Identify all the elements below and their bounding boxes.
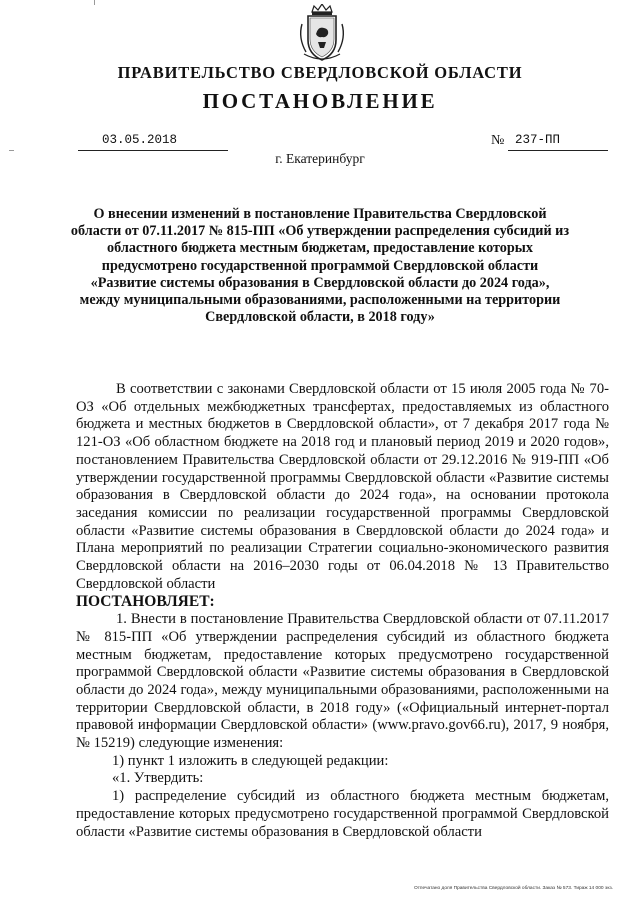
quote-line-2: 1) распределение субсидий из областного бюджета местным бюджетам, предоставление которых предусмотрено государственной программой Свердловской области «Развитие системы образования в Свердловской области: [76, 788, 609, 840]
resolves-heading: ПОСТАНОВЛЯЕТ:: [76, 593, 215, 611]
document-body: [76, 381, 609, 841]
sub-item-1: 1) пункт 1 изложить в следующей редакции:: [112, 752, 389, 769]
coat-of-arms-emblem: [296, 4, 348, 62]
document-date: 03.05.2018: [102, 133, 178, 147]
city: г. Екатеринбург: [275, 151, 365, 166]
government-name: ПРАВИТЕЛЬСТВО СВЕРДЛОВСКОЙ ОБЛАСТИ: [117, 63, 523, 82]
intro-paragraph: В соответствии с законами Свердловской области от 15 июля 2005 года № 70-ОЗ «Об отдельных межбюджетных трансфертах, предоставляемых из областного бюджета и местных бюджетов в Свердловской области», от 7 декабря 2017 года № 121-ОЗ «Об областном бюджете на 2018 год и плановый период 2019 и 2020 годов», постановлением Правительства Свердловской области от 29.12.2016 № 919-ПП «Об утверждении государственной программы Свердловской области «Развитие системы образования в Свердловской области до 2024 года», на основании протокола заседания комиссии по реализации государственной программы Свердловской области «Развитие системы образования в Свердловской области до 2024 года» и Плана мероприятий по реализации Стратегии социально-экономического развития Свердловской области на 2016–2030 годы от 06.04.2018 № 13 Правительство Свердловской области: [76, 381, 609, 592]
quote-line-1: «1. Утвердить:: [112, 770, 204, 787]
document-title: О внесении изменений в постановление Правительства Свердловской области от 07.11.2017 № 815-ПП «Об утверждении распределения субсидий из областного бюджета местным бюджетам, предоставление которых предусмотрено государственной программой Свердловской области «Развитие системы образования в Свердловской области до 2024 года», между муниципальными образованиями, расположенными на территории Свердловской области, в 2018 году»: [70, 206, 570, 326]
item-1-paragraph: 1. Внести в постановление Правительства Свердловской области от 07.11.2017 № 815-ПП «Об утверждении распределения субсидий из областного бюджета местным бюджетам, предоставление которых предусмотрено государственной программой Свердловской области «Развитие системы образования в Свердловской области до 2024 года», между муниципальными образованиями, расположенными на территории Свердловской области, в 2018 году» («Официальный интернет-портал правовой информации Свердловской области» (www.pravo.gov66.ru), 2017, 9 ноября, № 15219) следующие изменения:: [76, 611, 609, 752]
print-footer: Отпечатано доля Правительства Свердловской области. Заказ № 573. Тираж 14 000 экз.: [414, 886, 614, 891]
document-number: 237-ПП: [515, 133, 561, 147]
number-sign: №: [491, 133, 505, 148]
document-type: ПОСТАНОВЛЕНИЕ: [202, 89, 438, 113]
scan-mark: [94, 0, 95, 5]
